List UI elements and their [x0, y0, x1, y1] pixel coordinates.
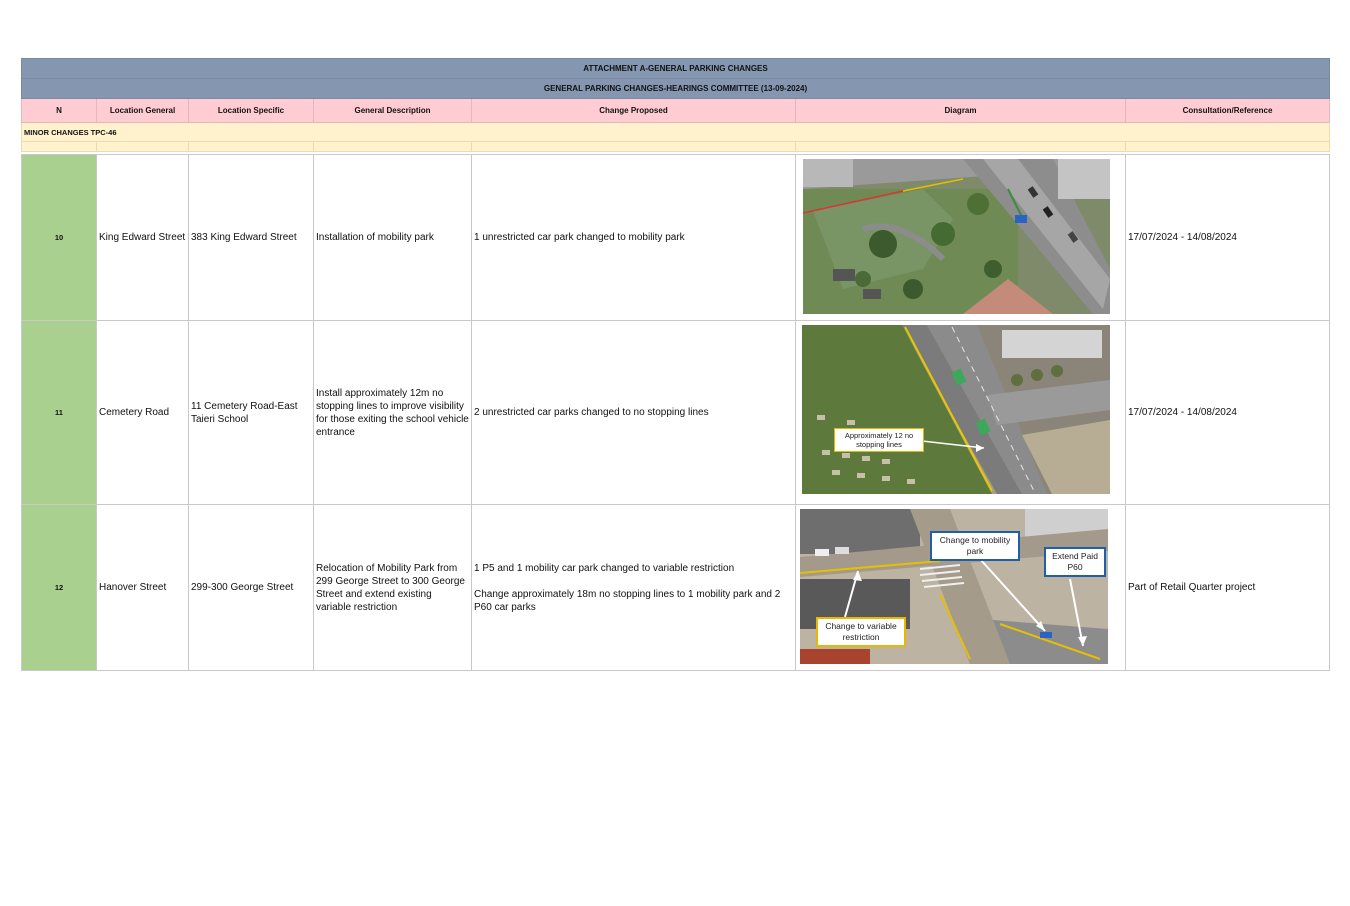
section-label: MINOR CHANGES TPC-46	[22, 123, 1330, 142]
change-proposed-text: 2 unrestricted car parks changed to no stopping lines	[474, 407, 709, 418]
table-row	[22, 321, 1330, 505]
change-proposed-text: Change approximately 18m no stopping lines to 1 mobility park and 2 P60 car parks	[474, 588, 781, 613]
callout-no-stopping: Approximately 12 no stopping lines	[834, 428, 924, 452]
change-proposed-cell	[472, 155, 796, 321]
header-consultation: Consultation/Reference	[1126, 99, 1330, 123]
consultation-cell: 17/07/2024 - 14/08/2024	[1126, 321, 1330, 505]
aerial-map-king-edward	[803, 159, 1110, 314]
header-diagram: Diagram	[796, 99, 1126, 123]
callout-extend-paid: Extend Paid P60	[1044, 547, 1106, 577]
general-description-cell: Relocation of Mobility Park from 299 George Street to 300 George Street and extend existing variable restriction	[314, 505, 472, 671]
committee-title: GENERAL PARKING CHANGES-HEARINGS COMMITTEE (13-09-2024)	[22, 79, 1330, 99]
diagram-cell	[796, 505, 1126, 671]
change-proposed-text: 1 P5 and 1 mobility car park changed to variable restriction	[474, 562, 735, 574]
general-description-cell: Install approximately 12m no stopping lines to improve visibility for those exiting the school vehicle entrance	[314, 321, 472, 505]
header-n: N	[22, 99, 97, 123]
parking-changes-table	[21, 58, 1330, 671]
spacer-row	[22, 142, 1330, 152]
consultation-cell: Part of Retail Quarter project	[1126, 505, 1330, 671]
header-location-general: Location General	[97, 99, 189, 123]
header-general-description: General Description	[314, 99, 472, 123]
location-general-cell: King Edward Street	[97, 155, 189, 321]
diagram-cell	[796, 321, 1126, 505]
parking-changes-sheet	[21, 58, 1329, 671]
location-specific-cell: 11 Cemetery Road-East Taieri School	[189, 321, 314, 505]
location-specific-cell: 383 King Edward Street	[189, 155, 314, 321]
location-specific-cell: 299-300 George Street	[189, 505, 314, 671]
row-number: 11	[22, 321, 97, 505]
row-number: 12	[22, 505, 97, 671]
location-general-cell: Cemetery Road	[97, 321, 189, 505]
callout-change-to-mobility: Change to mobility park	[930, 531, 1020, 561]
change-proposed-text: 1 unrestricted car park changed to mobility park	[474, 232, 685, 243]
callout-change-to-variable: Change to variable restriction	[816, 617, 906, 647]
header-change-proposed: Change Proposed	[472, 99, 796, 123]
change-proposed-cell	[472, 505, 796, 671]
attachment-title: ATTACHMENT A-GENERAL PARKING CHANGES	[22, 59, 1330, 79]
change-proposed-cell	[472, 321, 796, 505]
aerial-map-cemetery-road	[802, 325, 1110, 494]
diagram-cell	[796, 155, 1126, 321]
table-row	[22, 505, 1330, 671]
location-general-cell: Hanover Street	[97, 505, 189, 671]
row-number: 10	[22, 155, 97, 321]
aerial-map-hanover-street	[800, 509, 1108, 664]
table-row	[22, 155, 1330, 321]
consultation-cell: 17/07/2024 - 14/08/2024	[1126, 155, 1330, 321]
general-description-cell: Installation of mobility park	[314, 155, 472, 321]
header-location-specific: Location Specific	[189, 99, 314, 123]
